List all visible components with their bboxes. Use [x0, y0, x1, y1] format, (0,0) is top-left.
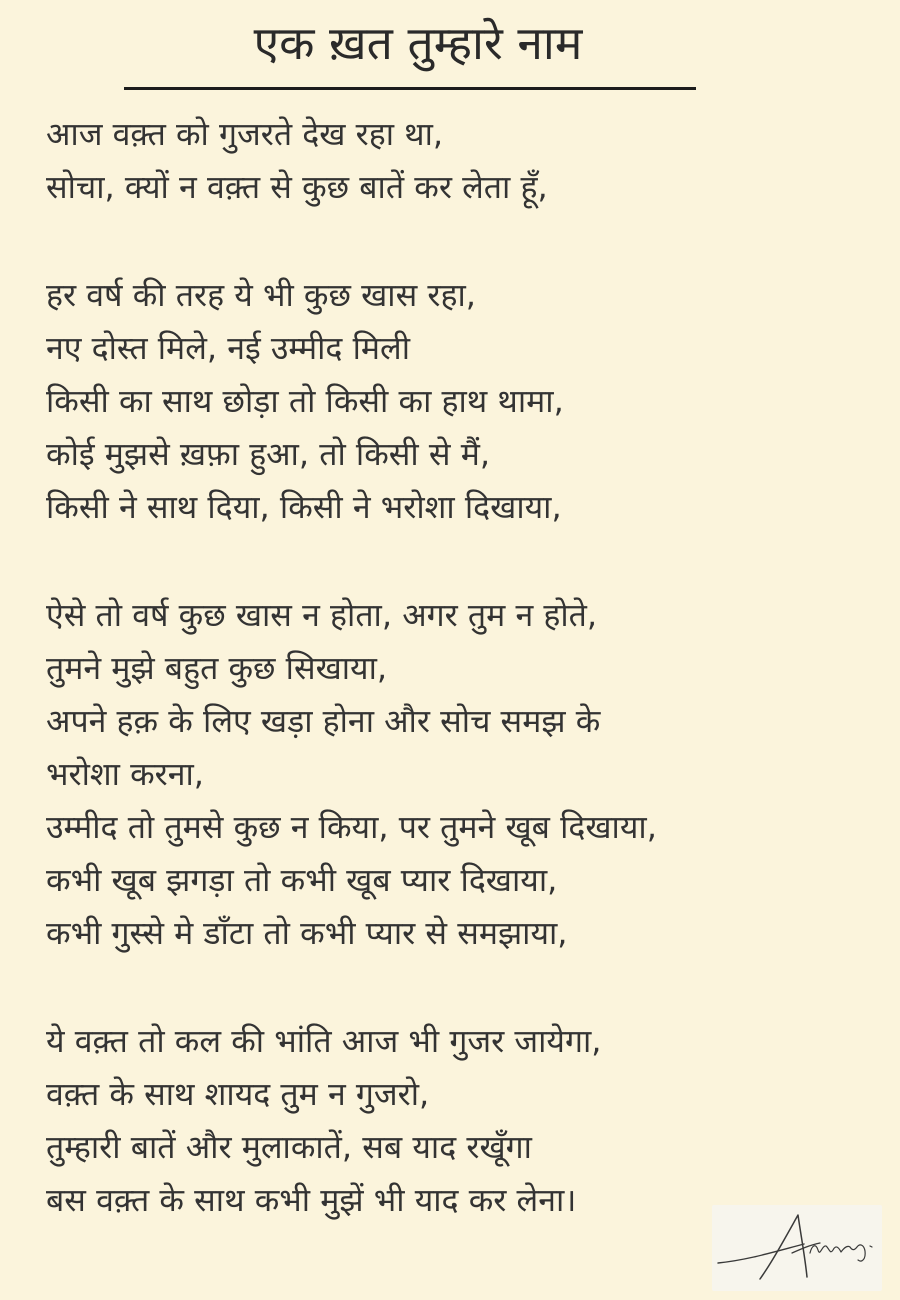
- stanza-1: [46, 108, 886, 214]
- poem-line: ऐसे तो वर्ष कुछ खास न होता, अगर तुम न होते,: [46, 596, 598, 634]
- poem-line: ये वक़्त तो कल की भांति आज भी गुजर जायेगा,: [46, 1022, 602, 1060]
- handwritten-signature-icon: [712, 1205, 882, 1291]
- poem-line: हर वर्ष की तरह ये भी कुछ खास रहा,: [46, 276, 476, 314]
- stanza-4: [46, 1015, 886, 1227]
- signature-stamp: [712, 1205, 882, 1291]
- poem-line: अपने हक़ के लिए खड़ा होना और सोच समझ के: [46, 702, 601, 740]
- poem-line: कभी खूब झगड़ा तो कभी खूब प्यार दिखाया,: [46, 861, 558, 899]
- poem-line: तुमने मुझे बहुत कुछ सिखाया,: [46, 649, 388, 687]
- poem-line: वक़्त के साथ शायद तुम न गुजरो,: [46, 1075, 430, 1113]
- title-underline: [124, 87, 696, 90]
- poem-line: कोई मुझसे ख़फ़ा हुआ, तो किसी से मैं,: [46, 435, 490, 473]
- poem-line: बस वक़्त के साथ कभी मुझें भी याद कर लेना।: [46, 1181, 577, 1219]
- poem-line: नए दोस्त मिले, नई उम्मीद मिली: [46, 329, 410, 367]
- poem-line: कभी गुस्से मे डाँटा तो कभी प्यार से समझाया,: [46, 914, 568, 952]
- poem-line: आज वक़्त को गुजरते देख रहा था,: [46, 115, 444, 153]
- poem-body: [46, 108, 886, 1282]
- poem-line: भरोशा करना,: [46, 755, 204, 793]
- poem-title: एक ख़त तुम्हारे नाम: [253, 16, 583, 70]
- poem-line: उम्मीद तो तुमसे कुछ न किया, पर तुमने खूब दिखाया,: [46, 808, 657, 846]
- stanza-2: [46, 269, 886, 534]
- poem-line: सोचा, क्यों न वक़्त से कुछ बातें कर लेता हूँ,: [46, 168, 548, 206]
- stanza-3: [46, 589, 886, 960]
- poem-line: किसी ने साथ दिया, किसी ने भरोशा दिखाया,: [46, 488, 562, 526]
- poem-line: किसी का साथ छोड़ा तो किसी का हाथ थामा,: [46, 382, 564, 420]
- poem-line: तुम्हारी बातें और मुलाकातें, सब याद रखूँगा: [46, 1128, 532, 1166]
